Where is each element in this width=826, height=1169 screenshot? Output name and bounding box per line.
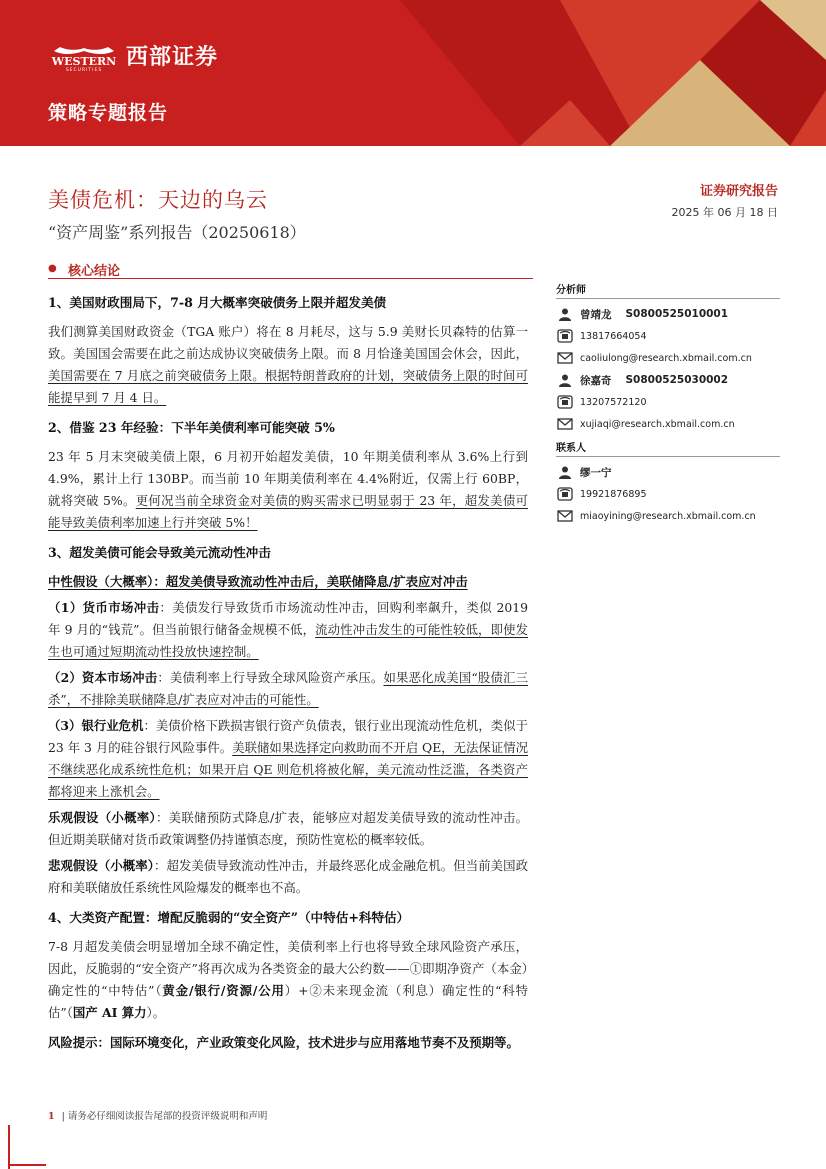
logo-en-sub-text: SECURITIES bbox=[65, 67, 103, 71]
main-content bbox=[48, 284, 528, 1058]
person-icon bbox=[556, 372, 574, 388]
contact-1-phone-row bbox=[556, 483, 780, 505]
analyst-1-code: S0800525010001 bbox=[625, 308, 729, 320]
optimistic-label: 乐观假设（小概率） bbox=[48, 810, 156, 825]
s4-bold-ai: 国产 AI 算力 bbox=[72, 1005, 147, 1020]
money-market-text: ：美债发行导致货币市场流动性冲击，回购利率飙升，类似 2019 年 9 月的“钱荒”。但当前银行储备金规模不低， bbox=[48, 600, 528, 637]
section-2-paragraph bbox=[48, 446, 528, 534]
contact-1-email[interactable]: miaoyining@research.xbmail.com.cn bbox=[580, 510, 756, 522]
pessimistic-label: 悲观假设（小概率） bbox=[48, 858, 155, 873]
contact-heading: 联系人 bbox=[556, 439, 780, 457]
phone-icon bbox=[556, 486, 574, 502]
contact-1-name-row bbox=[556, 461, 780, 483]
company-logo bbox=[48, 40, 218, 71]
s2-underlined-text: 更何况当前全球资金对美债的购买需求已明显弱于 23 年，超发美债可能导致美债利率加速上行并突破 5%！ bbox=[48, 493, 528, 530]
s4-bold-sectors: 黄金/银行/资源/公用 bbox=[162, 983, 285, 998]
email-icon bbox=[556, 416, 574, 432]
risk-warning-text: 风险提示：国际环境变化，产业政策变化风险，技术进步与应用落地节奏不及预期等。 bbox=[48, 1035, 519, 1050]
s4-text: 7-8 月超发美债会明显增加全球不确定性，美债利率上行也将导致全球风险资产承压，因此，反脆弱的“安全资产”将再次成为各类资金的最大公约数——①即期净资产（本金）确定性的“中特估”（ bbox=[48, 939, 528, 998]
contact-1-email-row[interactable] bbox=[556, 505, 780, 527]
capital-market-text: ：美债利率上行导致全球风险资产承压。 bbox=[157, 670, 384, 685]
section-4-heading: 4、大类资产配置：增配反脆弱的“安全资产”（中特估+科特估） bbox=[48, 910, 410, 925]
s1-text: 我们测算美国财政资金（TGA 账户）将在 8 月耗尽，这与 5.9 美财长贝森特的估算一致。美国国会需要在此之前达成协议突破债务上限。而 8 月恰逢美国国会休会，因此， bbox=[48, 324, 528, 361]
analyst-2-code: S0800525030002 bbox=[625, 374, 729, 386]
analyst-1-name-row bbox=[556, 303, 780, 325]
analyst-2-phone-row bbox=[556, 391, 780, 413]
report-kind: 策略专题报告 bbox=[48, 102, 169, 124]
capital-market-label: （2）资本市场冲击 bbox=[48, 670, 158, 685]
core-conclusion-header bbox=[48, 260, 533, 279]
header-banner bbox=[0, 0, 826, 146]
s4-text-mid: ）+②未来现金流（利息）确定性的“科特估”（ bbox=[48, 983, 528, 1020]
analyst-sidebar bbox=[556, 281, 780, 527]
optimistic-assumption bbox=[48, 807, 528, 851]
money-market-item bbox=[48, 597, 528, 663]
logo-cn-text: 西部证券 bbox=[126, 45, 219, 70]
person-icon bbox=[556, 464, 574, 480]
footer-notice: 请务必仔细阅读报告尾部的投资评级说明和声明 bbox=[67, 1111, 268, 1122]
s4-text-end: ）。 bbox=[146, 1005, 166, 1020]
corner-decoration bbox=[8, 1164, 46, 1166]
section-1-heading: 1、美国财政围局下，7-8 月大概率突破债务上限并超发美债 bbox=[48, 295, 387, 310]
contact-1-phone: 19921876895 bbox=[580, 488, 647, 500]
section-4-paragraph bbox=[48, 936, 528, 1024]
email-icon bbox=[556, 508, 574, 524]
analyst-1-name: 曾靖龙 bbox=[580, 308, 612, 321]
report-subtitle: “资产周鉴”系列报告（20250618） bbox=[48, 223, 306, 242]
money-market-underlined: 流动性冲击发生的可能性较低，即使发生也可通过短期流动性投放快速控制。 bbox=[48, 622, 529, 659]
section-3-heading: 3、超发美债可能会导致美元流动性冲击 bbox=[48, 545, 271, 560]
phone-icon bbox=[556, 394, 574, 410]
person-icon bbox=[556, 306, 574, 322]
page-number: 1 bbox=[48, 1111, 55, 1122]
risk-warning bbox=[48, 1032, 528, 1054]
banking-crisis-label: （3）银行业危机 bbox=[48, 718, 144, 733]
s2-text: 23 年 5 月末突破美债上限，6 月初开始超发美债，10 年期美债利率从 3.6%上行到 4.9%，累计上行 130BP。而当前 10 年期美债利率在 4.4%附近，仅需上行 60BP，就将突破 5%。 bbox=[48, 449, 528, 508]
analyst-1-email[interactable]: caoliulong@research.xbmail.com.cn bbox=[580, 352, 752, 364]
logo-en-text: WESTERN bbox=[51, 54, 117, 68]
page-footer bbox=[48, 1108, 267, 1122]
bull-horns-logo-icon bbox=[48, 41, 120, 71]
document-type: 证券研究报告 bbox=[699, 184, 778, 199]
s1-underlined-text: 美国需要在 7 月底之前突破债务上限。根据特朗普政府的计划，突破债务上限的时间可能提早到 7 月 4 日。 bbox=[48, 368, 528, 405]
footer-separator: | bbox=[61, 1111, 65, 1122]
pessimistic-assumption bbox=[48, 855, 528, 899]
banking-crisis-underlined: 美联储如果选择定向救助而不开启 QE，无法保证情况不继续恶化成系统性危机；如果开启 QE 则危机将被化解，美元流动性泛滥，各类资产都将迎来上涨机会。 bbox=[48, 740, 528, 799]
optimistic-text: ：美联储预防式降息/扩表，能够应对超发美债导致的流动性冲击。但近期美联储对货币政策调整仍持谨慎态度，预防性宽松的概率较低。 bbox=[48, 810, 528, 847]
neutral-assumption-text: 中性假设（大概率）：超发美债导致流动性冲击后，美联储降息/扩表应对冲击 bbox=[48, 574, 468, 589]
analyst-2-email[interactable]: xujiaqi@research.xbmail.com.cn bbox=[580, 418, 735, 430]
neutral-assumption bbox=[48, 571, 528, 593]
pessimistic-text: ：超发美债导致流动性冲击，并最终恶化成金融危机。但当前美国政府和美联储放任系统性风险爆发的概率也不高。 bbox=[48, 858, 528, 895]
analyst-2-name: 徐嘉奇 bbox=[580, 374, 612, 387]
banking-crisis-item bbox=[48, 715, 528, 803]
analyst-1-email-row[interactable] bbox=[556, 347, 780, 369]
report-date: 2025 年 06 月 18 日 bbox=[671, 206, 778, 219]
contact-1-name: 缪一宁 bbox=[580, 466, 612, 479]
report-title: 美债危机：天边的乌云 bbox=[48, 188, 268, 212]
section-1-paragraph bbox=[48, 321, 528, 409]
analyst-2-name-row bbox=[556, 369, 780, 391]
analyst-2-email-row[interactable] bbox=[556, 413, 780, 435]
banking-crisis-text: ：美债价格下跌损害银行资产负债表，银行业出现流动性危机，类似于 23 年 3 月的硅谷银行风险事件。 bbox=[48, 718, 528, 755]
core-conclusion-label: 核心结论 bbox=[68, 264, 121, 279]
capital-market-item bbox=[48, 667, 528, 711]
phone-icon bbox=[556, 328, 574, 344]
corner-decoration bbox=[8, 1125, 10, 1169]
capital-market-underlined: 如果恶化成美国“股债汇三杀”，不排除美联储降息/扩表应对冲击的可能性。 bbox=[48, 670, 529, 707]
email-icon bbox=[556, 350, 574, 366]
analysts-heading: 分析师 bbox=[556, 281, 780, 299]
money-market-label: （1）货币市场冲击 bbox=[48, 600, 160, 615]
section-2-heading: 2、借鉴 23 年经验：下半年美债利率可能突破 5% bbox=[48, 420, 335, 435]
analyst-1-phone-row bbox=[556, 325, 780, 347]
bullet-icon: ● bbox=[48, 263, 57, 274]
analyst-2-phone: 13207572120 bbox=[580, 396, 647, 408]
analyst-1-phone: 13817664054 bbox=[580, 330, 647, 342]
